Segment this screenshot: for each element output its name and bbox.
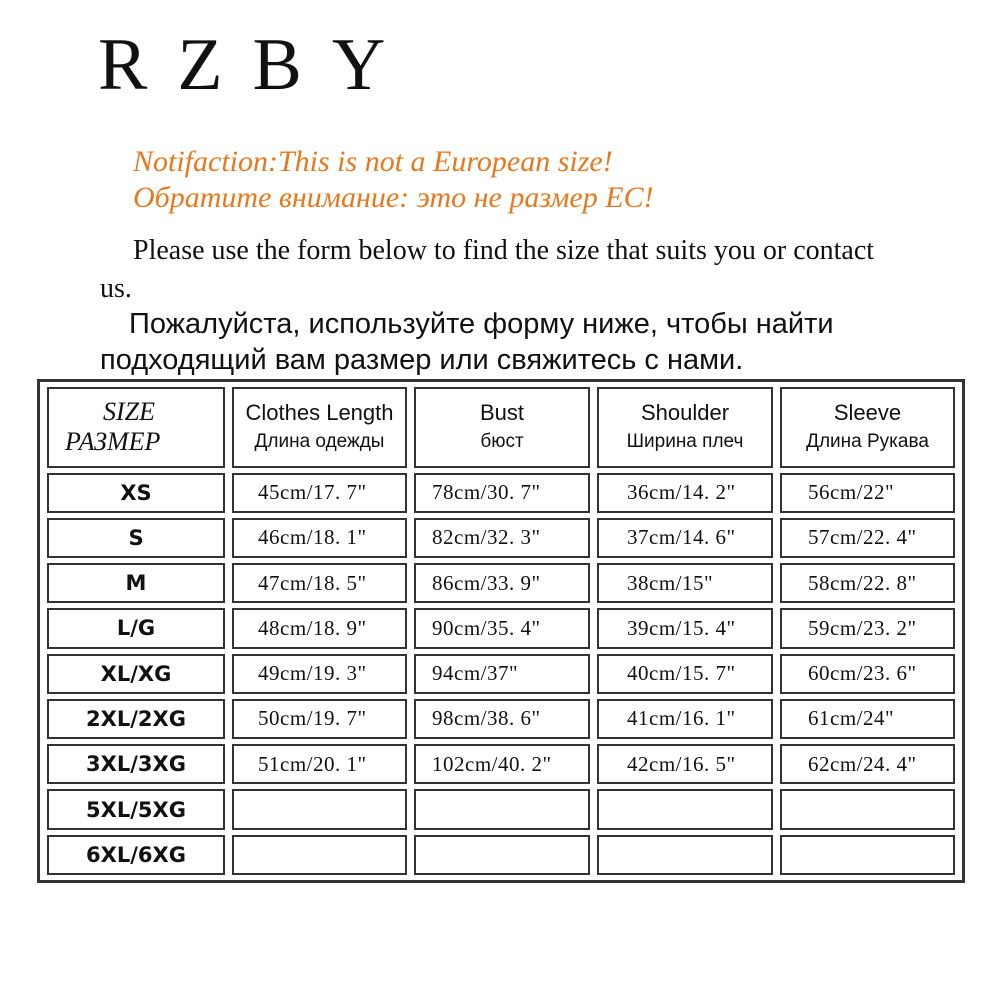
intro-english: Please use the form below to find the size that suits you or contact us. <box>100 235 875 304</box>
sleeve-cell <box>780 835 955 875</box>
table-header-row <box>47 387 955 468</box>
table-row <box>47 699 955 739</box>
column-header-english: Shoulder <box>640 400 730 426</box>
sleeve-cell: 59cm/23. 2" <box>780 608 955 648</box>
table-row <box>47 563 955 603</box>
column-header-russian: бюст <box>480 431 524 453</box>
table-row <box>47 473 955 513</box>
size-label-cell: XL/XG <box>47 654 225 694</box>
column-header-clothes-length <box>232 387 407 468</box>
sleeve-cell <box>780 789 955 829</box>
sleeve-cell: 60cm/23. 6" <box>780 654 955 694</box>
bust-cell <box>414 835 590 875</box>
column-header-russian: Длина Рукава <box>806 431 929 453</box>
bust-cell: 86cm/33. 9" <box>414 563 590 603</box>
table-row <box>47 835 955 875</box>
table-row <box>47 654 955 694</box>
size-label-cell: 3XL/3XG <box>47 744 225 784</box>
bust-cell: 94cm/37" <box>414 654 590 694</box>
shoulder-cell: 40cm/15. 7" <box>597 654 773 694</box>
table-row <box>47 608 955 648</box>
table-row <box>47 518 955 558</box>
sleeve-cell: 61cm/24" <box>780 699 955 739</box>
bust-cell: 82cm/32. 3" <box>414 518 590 558</box>
size-label-cell: 2XL/2XG <box>47 699 225 739</box>
column-header-sleeve <box>780 387 955 468</box>
shoulder-cell <box>597 835 773 875</box>
table-row <box>47 789 955 829</box>
notice-english: Notifaction:This is not a European size! <box>133 145 613 178</box>
size-header-cell <box>47 387 225 468</box>
shoulder-cell <box>597 789 773 829</box>
clothes-length-cell: 48cm/18. 9" <box>232 608 407 648</box>
shoulder-cell: 36cm/14. 2" <box>597 473 773 513</box>
table-row <box>47 744 955 784</box>
clothes-length-cell: 51cm/20. 1" <box>232 744 407 784</box>
size-label-cell: XS <box>47 473 225 513</box>
clothes-length-cell: 45cm/17. 7" <box>232 473 407 513</box>
size-label-cell: 5XL/5XG <box>47 789 225 829</box>
size-table <box>40 382 962 880</box>
size-label-cell: M <box>47 563 225 603</box>
size-label-cell: 6XL/6XG <box>47 835 225 875</box>
size-label-cell: S <box>47 518 225 558</box>
bust-cell: 98cm/38. 6" <box>414 699 590 739</box>
column-header-english: Bust <box>479 400 525 426</box>
size-header-russian: РАЗМЕР <box>65 427 161 457</box>
bust-cell: 78cm/30. 7" <box>414 473 590 513</box>
bust-cell: 90cm/35. 4" <box>414 608 590 648</box>
intro-russian: Пожалуйста, используйте форму ниже, чтобы найти подходящий вам размер или свяжитесь с нами. <box>100 308 834 376</box>
shoulder-cell: 41cm/16. 1" <box>597 699 773 739</box>
brand-logo: RZBY <box>98 24 416 106</box>
bust-cell <box>414 789 590 829</box>
column-header-russian: Длина одежды <box>254 431 385 453</box>
column-header-english: Sleeve <box>833 400 902 426</box>
shoulder-cell: 39cm/15. 4" <box>597 608 773 648</box>
bust-cell: 102cm/40. 2" <box>414 744 590 784</box>
sleeve-cell: 56cm/22" <box>780 473 955 513</box>
column-header-shoulder <box>597 387 773 468</box>
clothes-length-cell <box>232 835 407 875</box>
size-label-cell: L/G <box>47 608 225 648</box>
shoulder-cell: 38cm/15" <box>597 563 773 603</box>
clothes-length-cell: 49cm/19. 3" <box>232 654 407 694</box>
column-header-bust <box>414 387 590 468</box>
shoulder-cell: 37cm/14. 6" <box>597 518 773 558</box>
size-chart <box>37 379 965 883</box>
column-header-russian: Ширина плеч <box>626 431 744 453</box>
clothes-length-cell: 46cm/18. 1" <box>232 518 407 558</box>
sleeve-cell: 62cm/24. 4" <box>780 744 955 784</box>
column-header-english: Clothes Length <box>245 400 394 426</box>
size-header-english: SIZE <box>103 397 155 427</box>
clothes-length-cell: 50cm/19. 7" <box>232 699 407 739</box>
notice-russian: Обратите внимание: это не размер ЕС! <box>133 181 654 214</box>
shoulder-cell: 42cm/16. 5" <box>597 744 773 784</box>
clothes-length-cell <box>232 789 407 829</box>
sleeve-cell: 58cm/22. 8" <box>780 563 955 603</box>
clothes-length-cell: 47cm/18. 5" <box>232 563 407 603</box>
sleeve-cell: 57cm/22. 4" <box>780 518 955 558</box>
